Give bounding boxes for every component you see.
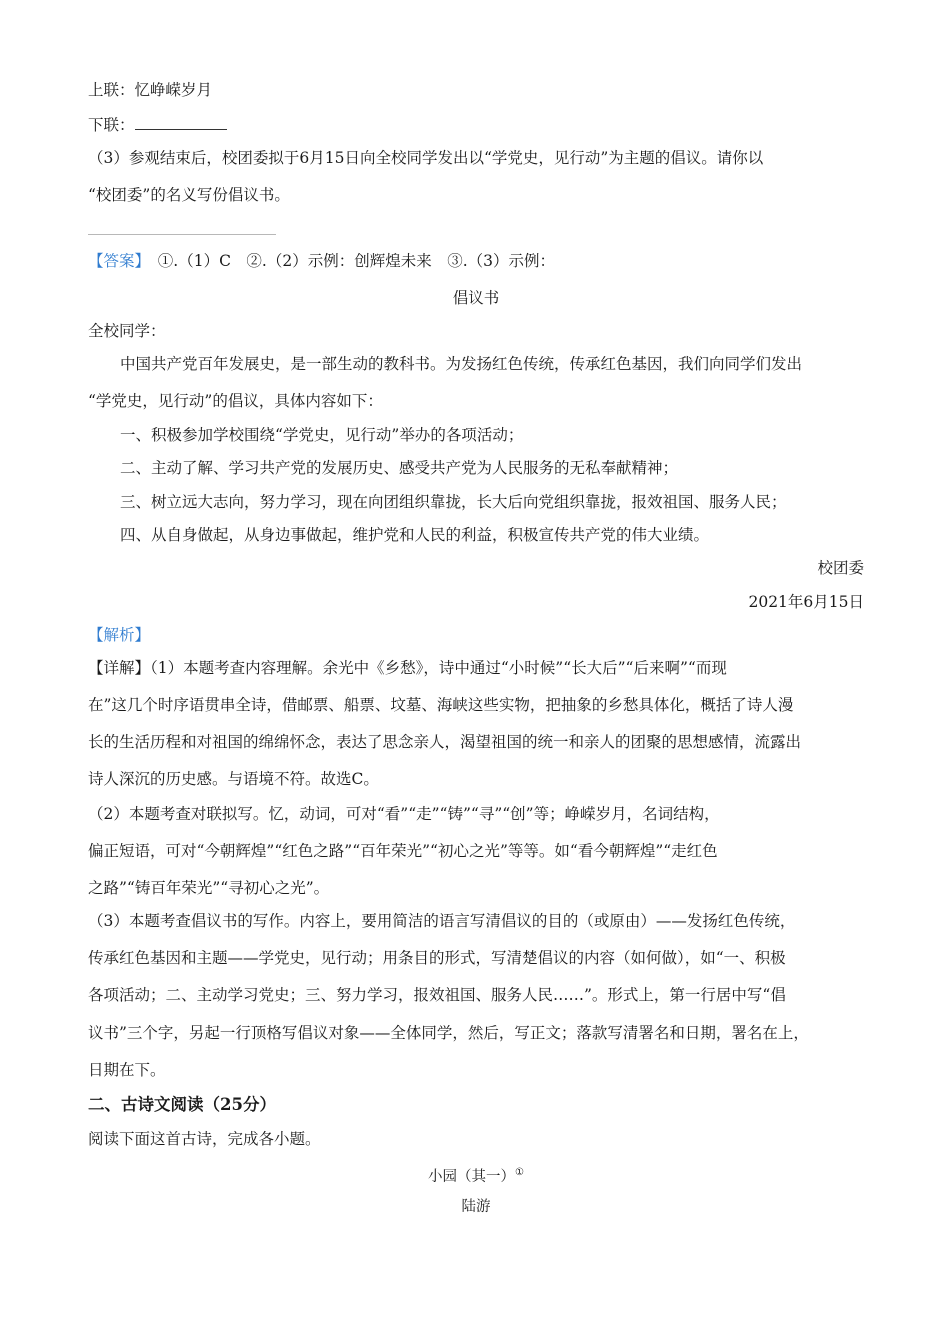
letter-item-2: 二、主动了解、学习共产党的发展历史、感受共产党为人民服务的无私奉献精神； (120, 459, 679, 477)
analysis-line-7: 之路”“铸百年荣光”“寻初心之光”。 (88, 879, 330, 897)
letter-title: 倡议书 (452, 289, 500, 307)
analysis-line-12: 日期在下。 (88, 1061, 166, 1079)
analysis-line-9: 传承红色基因和主题——学党史，见行动；用条目的形式，写清楚倡议的内容（如何做），如“一、积极 (88, 949, 786, 967)
couplet-lower (88, 114, 227, 136)
poem-title-text: 小园（其一） (428, 1168, 516, 1185)
section-instruction: 阅读下面这首古诗，完成各小题。 (88, 1130, 321, 1148)
poem-author: 陆游 (461, 1199, 491, 1215)
answer-tag: 【答案】 (88, 252, 143, 270)
analysis-line-3: 长的生活历程和对祖国的绵绵怀念，表达了思念亲人，渴望祖国的统一和亲人的团聚的思想感情，流露出 (88, 733, 802, 751)
analysis-line-8: （3）本题考查倡议书的写作。内容上，要用简洁的语言写清倡议的目的（或原由）——发扬红色传统， (88, 912, 796, 930)
couplet-upper: 上联：忆峥嵘岁月 (88, 81, 213, 99)
analysis-line-10: 各项活动；二、主动学习党史；三、努力学习，报效祖国、服务人民……”。形式上，第一行居中写“倡 (88, 986, 786, 1004)
letter-item-4: 四、从自身做起，从身边事做起，维护党和人民的利益，积极宣传共产党的伟大业绩。 (120, 526, 710, 544)
letter-salutation: 全校同学： (88, 322, 166, 340)
analysis-line-11: 议书”三个字，另起一行顶格写倡议对象——全体同学，然后，写正文；落款写清署名和日期，署名在上， (88, 1024, 809, 1042)
couplet-lower-label: 下联： (88, 116, 135, 134)
analysis-tag: 【解析】 (88, 626, 151, 644)
section-heading: 二、古诗文阅读（25分） (88, 1095, 276, 1114)
letter-signer: 校团委 (817, 559, 864, 577)
analysis-line-1: 【详解】（1）本题考查内容理解。余光中《乡愁》，诗中通过“小时候”“长大后”“后来啊”“而现 (88, 659, 727, 677)
question-3-line-1: （3）参观结束后，校团委拟于6月15日向全校同学发出以“学党史，见行动”为主题的倡议。请你以 (88, 149, 764, 167)
letter-date: 2021年6月15日 (748, 593, 864, 611)
answer-text: ①.（1）C ②.（2）示例：创辉煌未来 ③.（3）示例： (157, 252, 556, 270)
answer-line (88, 250, 555, 272)
letter-item-3: 三、树立远大志向，努力学习，现在向团组织靠拢，长大后向党组织靠拢，报效祖国、服务人民； (120, 493, 787, 511)
letter-item-1: 一、积极参加学校围绕“学党史，见行动”举办的各项活动； (120, 426, 524, 444)
analysis-line-2: 在”这几个时序语贯串全诗，借邮票、船票、坟墓、海峡这些实物，把抽象的乡愁具体化，概括了诗人漫 (88, 696, 794, 714)
footnote-mark: ① (515, 1167, 524, 1178)
letter-body-line-1: 中国共产党百年发展史，是一部生动的教科书。为发扬红色传统，传承红色基因，我们向同学们发出 (120, 355, 803, 373)
analysis-line-4: 诗人深沉的历史感。与语境不符。故选C。 (88, 770, 379, 788)
divider (88, 234, 276, 235)
answer-blank (135, 115, 227, 130)
analysis-line-6: 偏正短语，可对“今朝辉煌”“红色之路”“百年荣光”“初心之光”等等。如“看今朝辉煌”“走红色 (88, 842, 718, 860)
poem-title (88, 1162, 864, 1188)
letter-body-line-2: “学党史，见行动”的倡议，具体内容如下： (88, 392, 383, 410)
question-3-line-2: “校团委”的名义写份倡议书。 (88, 186, 290, 204)
analysis-line-5: （2）本题考查对联拟写。忆，动词，可对“看”“走”“铸”“寻”“创”等；峥嵘岁月，名词结构， (88, 805, 720, 823)
